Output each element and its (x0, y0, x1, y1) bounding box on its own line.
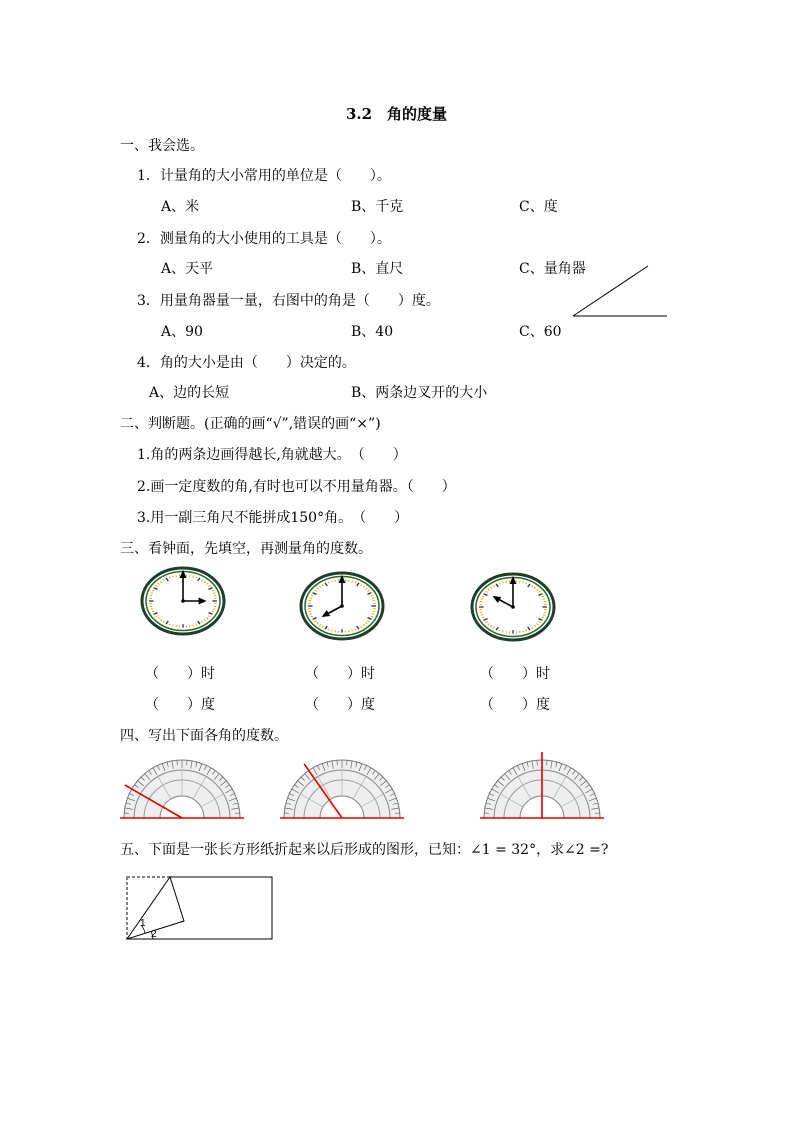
protractor-3 (480, 752, 605, 822)
section-3-heading: 三、看钟面，先填空，再测量角的度数。 (120, 541, 372, 557)
option-1-3-b: B、40 (351, 324, 394, 340)
clock-tick (151, 609, 153, 610)
clock-tick (506, 581, 507, 583)
clock-3 (470, 572, 556, 642)
clock-tick (310, 598, 312, 599)
clock-2 (299, 571, 385, 641)
clock-tick (176, 575, 177, 577)
clock-tick (190, 575, 191, 577)
clock-2-hour-blank: （ ）时 (305, 666, 375, 682)
clock-tick (481, 599, 483, 600)
clock-tick (372, 614, 374, 615)
clock-tick (520, 581, 521, 583)
angle-1-label: 1 (140, 918, 146, 929)
clock-1-degree-blank: （ ）度 (145, 697, 215, 713)
protractor-1 (120, 752, 245, 822)
clock-tick (335, 630, 336, 632)
clock-tick (506, 631, 507, 633)
clock-tick (481, 615, 483, 616)
clock-tick (151, 593, 153, 594)
clock-tick (213, 593, 215, 594)
clock-tick (543, 599, 545, 600)
clock-tick (349, 630, 350, 632)
option-1-2-a: A、天平 (161, 261, 214, 277)
clock-1 (140, 566, 226, 636)
clock-tick (213, 609, 215, 610)
judge-2-1: 1.角的两条边画得越长,角就越大。 （ ） (137, 447, 407, 463)
protractor-2 (280, 752, 405, 822)
option-1-3-a: A、90 (161, 324, 203, 340)
clock-3-hour-blank: （ ）时 (480, 666, 550, 682)
option-1-4-b: B、两条边叉开的大小 (351, 385, 488, 401)
folded-paper-figure (120, 872, 280, 944)
question-1-2: 2．测量角的大小使用的工具是（ ）。 (137, 231, 391, 247)
clock-1-hour-blank: （ ）时 (145, 666, 215, 682)
clock-tick (335, 580, 336, 582)
question-1-3: 3．用量角器量一量，右图中的角是（ ）度。 (137, 293, 440, 309)
clock-tick (520, 631, 521, 633)
clock-tick (372, 598, 374, 599)
section-1-heading: 一、我会选。 (120, 138, 204, 154)
judge-2-2: 2.画一定度数的角,有时也可以不用量角器。（ ） (137, 479, 456, 495)
judge-2-3: 3.用一副三角尺不能拼成150°角。 （ ） (137, 510, 409, 526)
option-1-1-c: C、度 (519, 199, 558, 215)
option-1-2-b: B、直尺 (351, 261, 404, 277)
clock-3-degree-blank: （ ）度 (480, 697, 550, 713)
option-1-1-b: B、千克 (351, 199, 404, 215)
option-1-1-a: A、米 (161, 199, 200, 215)
clock-tick (349, 580, 350, 582)
option-1-3-c: C、60 (519, 324, 562, 340)
clock-tick (543, 615, 545, 616)
question-1-4: 4．角的大小是由（ ）决定的。 (137, 355, 356, 371)
section-5-heading: 五、下面是一张长方形纸折起来以后形成的图形，已知：∠1 = 32°，求∠2 =? (120, 842, 609, 858)
clock-tick (310, 614, 312, 615)
question-1-1: 1．计量角的大小常用的单位是（ ）。 (137, 168, 391, 184)
clock-tick (190, 625, 191, 627)
option-1-2-c: C、量角器 (519, 261, 586, 277)
angle-2-label: 2 (151, 929, 157, 940)
option-1-4-a: A、边的长短 (149, 385, 230, 401)
clock-2-degree-blank: （ ）度 (305, 697, 375, 713)
section-4-heading: 四、写出下面各角的度数。 (120, 728, 288, 744)
page-title: 3.2 角的度量 (345, 105, 448, 123)
angle-figure (570, 264, 670, 320)
section-2-heading: 二、判断题。(正确的画“√”,错误的画“×”) (120, 416, 381, 432)
clock-tick (176, 625, 177, 627)
